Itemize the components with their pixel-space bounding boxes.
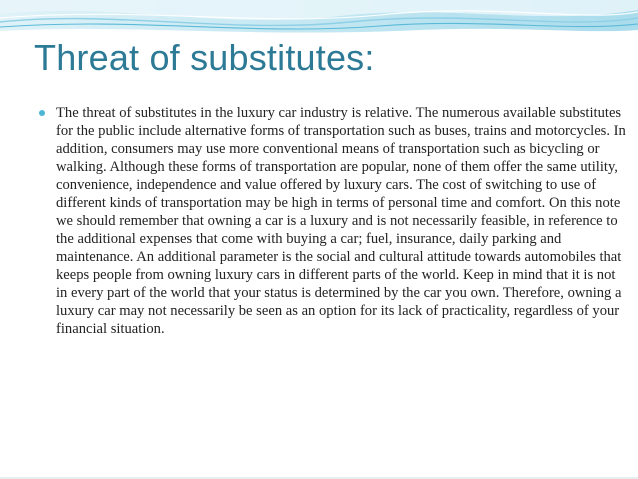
bullet-text: The threat of substitutes in the luxury car industry is relative. The numerous available substitutes for the public include alternative forms of transportation such as buses, trains and motorcycles. In addition, consumers may use more conventional means of transportation such as bicycling or walking. Although these forms of transportation are popular, none of them offer the same utility, convenience, independence and value offered by luxury cars. The cost of switching to use of different kinds of transportation may be high in terms of personal time and comfort. On this note we should remember that owning a car is a luxury and is not necessarily feasible, in reference to the additional expenses that come with buying a car; fuel, insurance, daily parking and maintenance. An additional parameter is the social and cultural attitude towards automobiles that keeps people from owning luxury cars in different parts of the world. Keep in mind that it is not in every part of the world that your status is determined by the car you own. Therefore, owning a luxury car may not necessarily be seen as an option for its lack of practicality, regardless of your financial situation. <box>56 105 626 337</box>
wave-decoration <box>0 0 638 34</box>
slide-title: Threat of substitutes: <box>34 37 375 78</box>
bullet-dot-icon <box>39 110 45 116</box>
bullet-item <box>38 104 628 338</box>
slide-body <box>38 104 628 338</box>
